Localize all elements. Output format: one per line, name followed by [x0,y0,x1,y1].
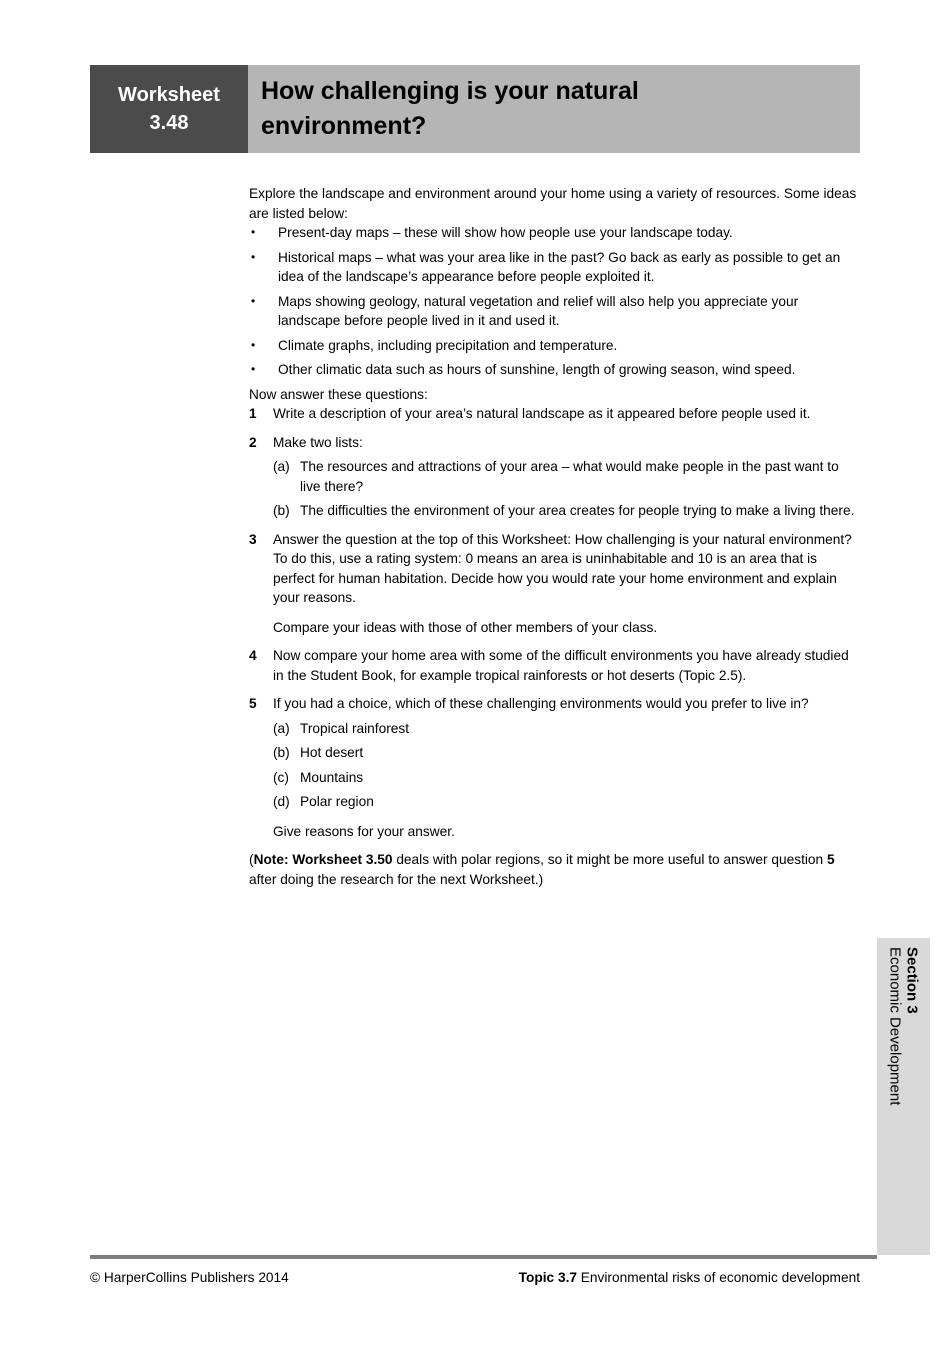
question-text: If you had a choice, which of these challenging environments would you prefer to live in? [273,696,809,711]
question-number: 2 [249,434,257,450]
bullet-icon: • [251,225,256,239]
question-followup: Compare your ideas with those of other members of your class. [273,619,658,635]
question-2-option-a [273,457,860,496]
question-5 [249,694,860,841]
bullet-icon: • [251,362,256,376]
questions-intro: Now answer these questions: [249,386,428,402]
topic-text: Environmental risks of economic development [576,1270,860,1285]
question-4 [249,646,860,685]
question-text: Write a description of your area’s natural landscape as it appeared before people used it. [273,406,811,421]
bullet-icon: • [251,249,256,264]
option-label: (a) [273,459,290,474]
note-paragraph [249,850,860,889]
option-label: (b) [273,745,290,760]
note-middle: deals with polar regions, so it might be more useful to answer question [392,852,827,867]
topic-reference [519,1270,860,1285]
worksheet-header [90,65,860,153]
option-label: (c) [273,769,289,785]
question-text: Now compare your home area with some of the difficult environments you have already studied in the Student Book, for example tropical rainforests or hot deserts (Topic 2.5). [273,648,849,683]
worksheet-body [249,184,860,889]
option-text: Hot desert [300,745,364,760]
option-text: The resources and attractions of your area – what would make people in the past want to live there? [300,459,839,494]
worksheet-number-box [90,65,248,153]
option-text: Mountains [300,769,364,785]
list-item [249,292,860,331]
intro-paragraph: Explore the landscape and environment around your home using a variety of resources. Some ideas are listed below: [249,186,857,221]
question-5-option-a [273,719,860,739]
bullet-icon: • [251,337,256,352]
section-sidebar-text [887,938,921,1255]
question-5-option-c [273,768,860,788]
question-3 [249,530,860,638]
note-close: after doing the research for the next Worksheet.) [249,871,544,887]
option-text: Tropical rainforest [300,720,410,736]
footer-divider [90,1255,877,1259]
question-number: 3 [249,531,257,547]
question-followup: Give reasons for your answer. [273,823,455,839]
option-label: (a) [273,720,290,736]
option-text: The difficulties the environment of your area creates for people trying to make a living there. [300,503,855,518]
bullet-icon: • [251,293,256,308]
worksheet-number: 3.48 [149,112,189,134]
list-item-text: Climate graphs, including precipitation and temperature. [278,337,618,353]
question-2 [249,433,860,521]
note-open: ( [249,852,254,867]
list-item-text: Historical maps – what was your area like in the past? Go back as early as possible to get an idea of the landscape’s appearance before people exploited it. [278,249,841,284]
list-item [249,248,860,287]
question-1 [249,404,860,424]
section-sidebar-band [877,938,930,1255]
list-item [249,360,860,380]
question-text: Answer the question at the top of this Worksheet: How challenging is your natural environment? To do this, use a rating system: 0 means an area is uninhabitable and 10 is an area that is perfect for human habitation. Decide how you would rate your home environment and explain your reasons. [273,531,852,605]
resource-ideas-list [249,223,860,380]
page-title: How challenging is your natural environment? [261,77,639,140]
option-label: (d) [273,794,290,809]
note-bold-lead: Note: Worksheet 3.50 [253,852,393,867]
section-subtitle: Economic Development [886,947,904,1106]
list-item-text: Present-day maps – these will show how people use your landscape today. [278,225,733,240]
question-number: 1 [249,406,257,421]
question-number: 4 [249,648,257,663]
option-text: Polar region [300,794,374,809]
question-5-option-d [273,792,860,812]
note-bold-question-ref: 5 [826,852,835,867]
section-label: Section 3 [903,947,921,1014]
worksheet-title-box [248,65,860,153]
question-5-option-b [273,743,860,763]
list-item-text: Other climatic data such as hours of sunshine, length of growing season, wind speed. [278,362,796,377]
option-label: (b) [273,503,290,518]
list-item [249,336,860,356]
question-2-option-b [273,501,860,521]
question-number: 5 [249,696,257,711]
list-item-text: Maps showing geology, natural vegetation and relief will also help you appreciate your landscape before people lived in it and used it. [278,293,799,328]
question-text: Make two lists: [273,434,363,450]
copyright-text: © HarperCollins Publishers 2014 [90,1270,289,1285]
list-item [249,223,860,243]
topic-label: Topic 3.7 [518,1270,577,1285]
worksheet-label: Worksheet [118,84,220,106]
